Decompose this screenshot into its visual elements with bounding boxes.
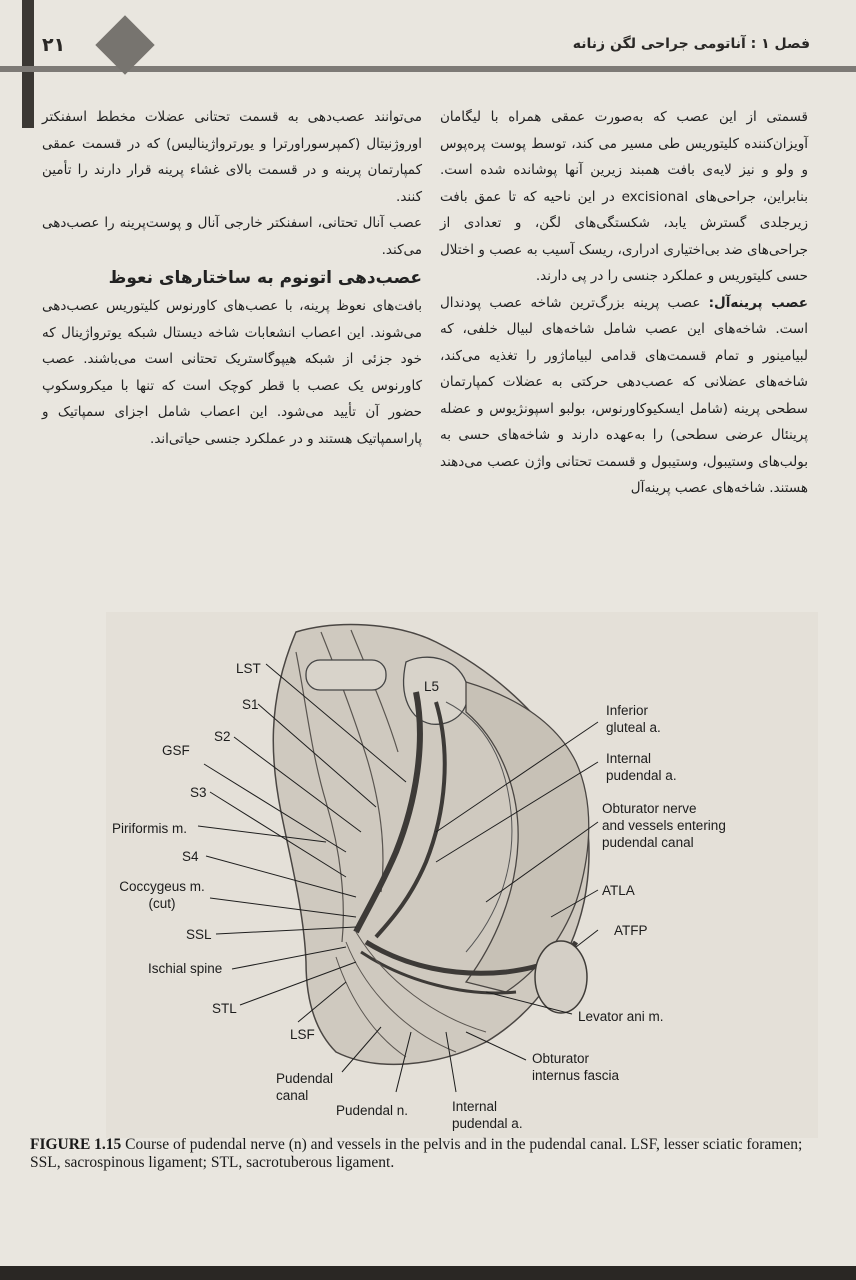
caption-label: FIGURE 1.15 bbox=[30, 1136, 122, 1153]
label-piriformis: Piriformis m. bbox=[112, 821, 187, 836]
label-gsf: GSF bbox=[162, 743, 190, 758]
paragraph: می‌توانند عصب‌دهی به قسمت تحتانی عضلات مخطط اسفنکتر اوروژنیتال (کمپرسوراورترا و یورترواژینالیس) که در قسمت عمقی کمپارتمان پرینه و در قسمت بالای غشاء پرینه قرار دارند را تأمین کنند. bbox=[42, 109, 422, 205]
label-s2: S2 bbox=[214, 729, 231, 744]
label-s4: S4 bbox=[182, 849, 199, 864]
label-atla: ATLA bbox=[602, 883, 635, 898]
paragraph: بافت‌های نعوظ پرینه، با عصب‌های کاورنوس کلیتوریس عصب‌دهی می‌شوند. این اعصاب انشعابات شاخه دیستال شبکه یوترواژینال که خود جزئی از شبکه هیپوگاستریک تحتانی است می‌باشند. عصب کاورنوس یک عصب با قطر کوچک است که تنها با میکروسکوپ حضور آن تأیید می‌شود. این اعصاب شامل اجزای سمپاتیک و پاراسمپاتیک هستند و در عملکرد جنسی حیاتی‌اند. bbox=[42, 298, 422, 447]
label-lst: LST bbox=[236, 661, 261, 676]
label-coccygeus: Coccygeus m. (cut) bbox=[119, 879, 205, 911]
paragraph-text: عصب پرینه بزرگ‌ترین شاخه عصب پودندال است. شاخه‌های این عصب شامل شاخه‌های لبیال خلفی، که لبیامینور و تمام قسمت‌های قدامی لبیاماژور را تغذیه می‌کند، شاخه‌های عضلانی که عصب‌دهی حرکتی به عضلات کمپارتمان سطحی پرینه (شامل ایسکیوکاورنوس، بولبو اسپونژیوس و عضله پرینئال عرضی سطحی) را به‌عهده دارند و شاخه‌های حسی به بولب‌های وستیبول، وستیبول و قسمت تحتانی واژن عصب می‌دهند هستند. شاخه‌های عصب پرینه‌آل bbox=[440, 294, 808, 496]
label-atfp: ATFP bbox=[614, 923, 648, 938]
section-heading: عصب‌دهی اتونوم به ساختارهای نعوظ bbox=[108, 268, 422, 288]
table-surface bbox=[0, 1266, 856, 1280]
anatomy-figure bbox=[106, 612, 818, 1138]
run-in-title: عصب پرینه‌آل: bbox=[708, 294, 808, 311]
label-lsf: LSF bbox=[290, 1027, 315, 1042]
right-text-column bbox=[440, 104, 808, 502]
label-pudendal-n: Pudendal n. bbox=[336, 1103, 409, 1118]
caption-text: Course of pudendal nerve (n) and vessels in the pelvis and in the pudendal canal. LSF, lesser sciatic foramen; SSL, sacrospinous ligament; STL, sacrotuberous ligament. bbox=[30, 1136, 803, 1171]
label-internal-pudendal-bottom: Internal pudendal a. bbox=[452, 1099, 523, 1131]
label-stl: STL bbox=[212, 1001, 237, 1016]
binding-shadow bbox=[22, 0, 34, 128]
label-levator-ani: Levator ani m. bbox=[578, 1009, 664, 1024]
label-internal-pudendal: Internal pudendal a. bbox=[606, 751, 677, 783]
label-inferior-gluteal: Inferior gluteal a. bbox=[606, 703, 661, 735]
label-pudendal-canal: Pudendal canal bbox=[276, 1071, 334, 1103]
label-s3: S3 bbox=[190, 785, 207, 800]
page-number: ۲۱ bbox=[42, 34, 66, 56]
paragraph: قسمتی از این عصب که به‌صورت عمقی همراه با لیگامان آویزان‌کننده کلیتوریس طی مسیر می کند، توسط پوست پره‌پوس و ولو و نیز لایه‌ی بافت همبند زیرین آنها پوشانده شده است. بنابراین، جراحی‌های excisional در این ناحیه که تا عمق بافت زیرجلدی گسترش یابد، شکستگی‌های لگن، و تعدادی از جراحی‌های ضد بی‌اختیاری ادراری، ریسک آسیب به عصب و اختلال حسی کلیتوریس و عملکرد جنسی را در پی دارند. bbox=[440, 109, 808, 284]
chapter-title: فصل ۱ : آناتومی جراحی لگن زنانه bbox=[572, 36, 810, 52]
figure-caption bbox=[30, 1136, 822, 1172]
label-s1: S1 bbox=[242, 697, 259, 712]
label-obturator-nerve: Obturator nerve and vessels entering pudendal canal bbox=[602, 801, 726, 850]
label-ischial-spine: Ischial spine bbox=[148, 961, 223, 976]
label-ssl: SSL bbox=[186, 927, 212, 942]
pelvis-illustration bbox=[106, 612, 818, 1138]
label-l5: L5 bbox=[424, 679, 440, 694]
paragraph bbox=[440, 290, 808, 502]
paragraph: عصب آنال تحتانی، اسفنکتر خارجی آنال و پوست‌پرینه را عصب‌دهی می‌کند. bbox=[42, 215, 422, 258]
left-text-column bbox=[42, 104, 422, 452]
label-obturator-fascia: Obturator internus fascia bbox=[532, 1051, 620, 1083]
